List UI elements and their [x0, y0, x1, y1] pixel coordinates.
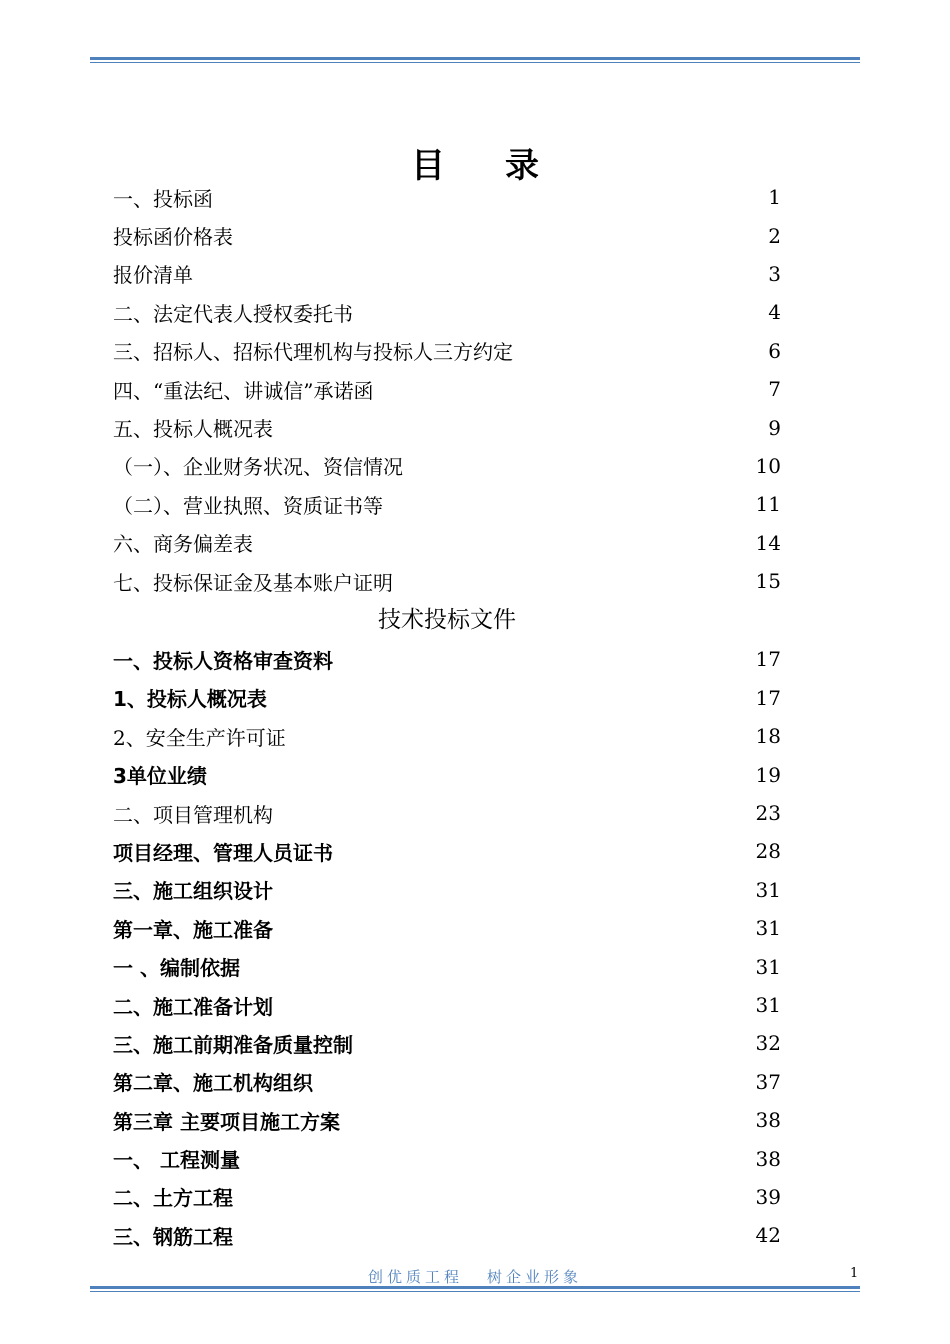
- toc-entry-page: 38: [755, 1108, 781, 1133]
- toc-entry-page: 38: [755, 1146, 781, 1171]
- toc-entry-label: 四、“重法纪、讲诚信”承诺函: [113, 378, 374, 403]
- toc-entry[interactable]: [113, 370, 781, 408]
- toc-entry-label: 六、商务偏差表: [113, 532, 253, 557]
- toc-entry-label: 第一章、施工准备: [113, 917, 273, 942]
- toc-entry[interactable]: [113, 1063, 781, 1101]
- toc-entry-label: 报价清单: [113, 263, 193, 288]
- toc-entry[interactable]: [113, 524, 781, 562]
- toc-entry-page: 31: [755, 993, 781, 1017]
- toc-entry-page: 28: [755, 839, 781, 864]
- toc-entry[interactable]: [113, 947, 781, 985]
- toc-entry-page: 11: [755, 492, 781, 517]
- toc-entry-page: 3: [768, 261, 781, 286]
- toc-entry[interactable]: [113, 293, 781, 331]
- toc-part-commercial: [113, 178, 781, 600]
- toc-entry[interactable]: [113, 832, 781, 870]
- toc-entry-page: 14: [755, 530, 781, 555]
- toc-entry-page: 31: [755, 916, 781, 941]
- toc-entry[interactable]: [113, 332, 781, 370]
- toc-part-technical: [113, 640, 781, 1254]
- toc-entry-label: 三、施工组织设计: [113, 879, 273, 904]
- toc-entry-label: 二、施工准备计划: [113, 994, 273, 1019]
- toc-entry-label: 投标函价格表: [113, 225, 233, 250]
- footer-slogan-right: 树企业形象: [487, 1268, 583, 1286]
- toc-entry[interactable]: [113, 1178, 781, 1216]
- page-title: 目录: [411, 146, 599, 186]
- toc-entry[interactable]: [113, 408, 781, 446]
- footer-rule: [90, 1286, 860, 1292]
- toc-entry-label: 三、钢筋工程: [113, 1224, 233, 1249]
- toc-entry-label: 2、安全生产许可证: [113, 725, 286, 750]
- header-rule: [90, 57, 860, 63]
- toc-entry[interactable]: [113, 986, 781, 1024]
- toc-entry[interactable]: [113, 794, 781, 832]
- toc-entry-page: 42: [755, 1223, 781, 1248]
- toc-entry[interactable]: [113, 562, 781, 600]
- toc-entry-page: 2: [768, 223, 781, 248]
- toc-entry-page: 18: [755, 724, 781, 749]
- toc-entry[interactable]: [113, 717, 781, 755]
- toc-entry-label: 二、项目管理机构: [113, 802, 273, 827]
- toc-entry-label: 三、招标人、招标代理机构与投标人三方约定: [113, 340, 513, 365]
- toc-entry-page: 17: [755, 647, 781, 672]
- toc-entry-page: 31: [755, 954, 781, 979]
- toc-entry[interactable]: [113, 1101, 781, 1139]
- toc-entry-label: 一、 工程测量: [113, 1148, 240, 1173]
- toc-entry[interactable]: [113, 447, 781, 485]
- footer-slogan-left: 创优质工程: [367, 1268, 463, 1286]
- toc-entry-label: （一）、企业财务状况、资信情况: [113, 455, 403, 480]
- table-of-contents: [113, 178, 781, 1255]
- toc-entry-label: 项目经理、管理人员证书: [113, 840, 333, 865]
- toc-entry-label: 第二章、施工机构组织: [113, 1071, 313, 1096]
- toc-entry-page: 39: [755, 1184, 781, 1209]
- toc-entry[interactable]: [113, 1216, 781, 1254]
- footer-slogan: [0, 1266, 950, 1287]
- toc-entry-page: 9: [768, 415, 781, 440]
- toc-entry-page: 15: [755, 569, 781, 594]
- toc-entry-page: 17: [755, 685, 781, 710]
- toc-entry-label: 三、施工前期准备质量控制: [113, 1032, 353, 1057]
- toc-entry-page: 6: [768, 338, 781, 363]
- toc-entry-page: 4: [768, 300, 781, 325]
- toc-entry-label: 一、投标人资格审查资料: [113, 648, 333, 673]
- toc-entry-label: 二、法定代表人授权委托书: [113, 301, 353, 326]
- toc-entry-label: 一 、编制依据: [113, 956, 240, 981]
- toc-entry-page: 10: [755, 453, 781, 478]
- toc-entry-page: 1: [768, 185, 781, 210]
- toc-entry-label: 1、投标人概况表: [113, 687, 267, 712]
- toc-entry-page: 7: [768, 377, 781, 402]
- toc-entry-label: 五、投标人概况表: [113, 417, 273, 442]
- toc-entry-label: 二、土方工程: [113, 1186, 233, 1211]
- toc-entry[interactable]: [113, 755, 781, 793]
- toc-entry[interactable]: [113, 1024, 781, 1062]
- toc-entry[interactable]: [113, 640, 781, 678]
- toc-entry-label: 第三章 主要项目施工方案: [113, 1109, 340, 1134]
- toc-entry-label: 3单位业绩: [113, 764, 207, 789]
- toc-entry[interactable]: [113, 679, 781, 717]
- toc-entry-label: 一、投标函: [113, 186, 213, 211]
- toc-entry-page: 31: [755, 877, 781, 902]
- toc-entry[interactable]: [113, 255, 781, 293]
- toc-entry-page: 23: [755, 801, 781, 826]
- toc-entry-label: （二）、营业执照、资质证书等: [113, 493, 383, 518]
- toc-entry[interactable]: [113, 216, 781, 254]
- toc-entry[interactable]: [113, 871, 781, 909]
- toc-entry-label: 七、投标保证金及基本账户证明: [113, 570, 393, 595]
- toc-entry[interactable]: [113, 909, 781, 947]
- toc-entry[interactable]: [113, 1139, 781, 1177]
- toc-entry[interactable]: [113, 178, 781, 216]
- toc-entry-page: 32: [755, 1031, 781, 1056]
- toc-entry[interactable]: [113, 485, 781, 523]
- toc-entry-page: 37: [755, 1069, 781, 1094]
- section-heading: 技术投标文件: [378, 607, 516, 634]
- page-number: 1: [850, 1266, 859, 1281]
- toc-entry-page: 19: [755, 762, 781, 787]
